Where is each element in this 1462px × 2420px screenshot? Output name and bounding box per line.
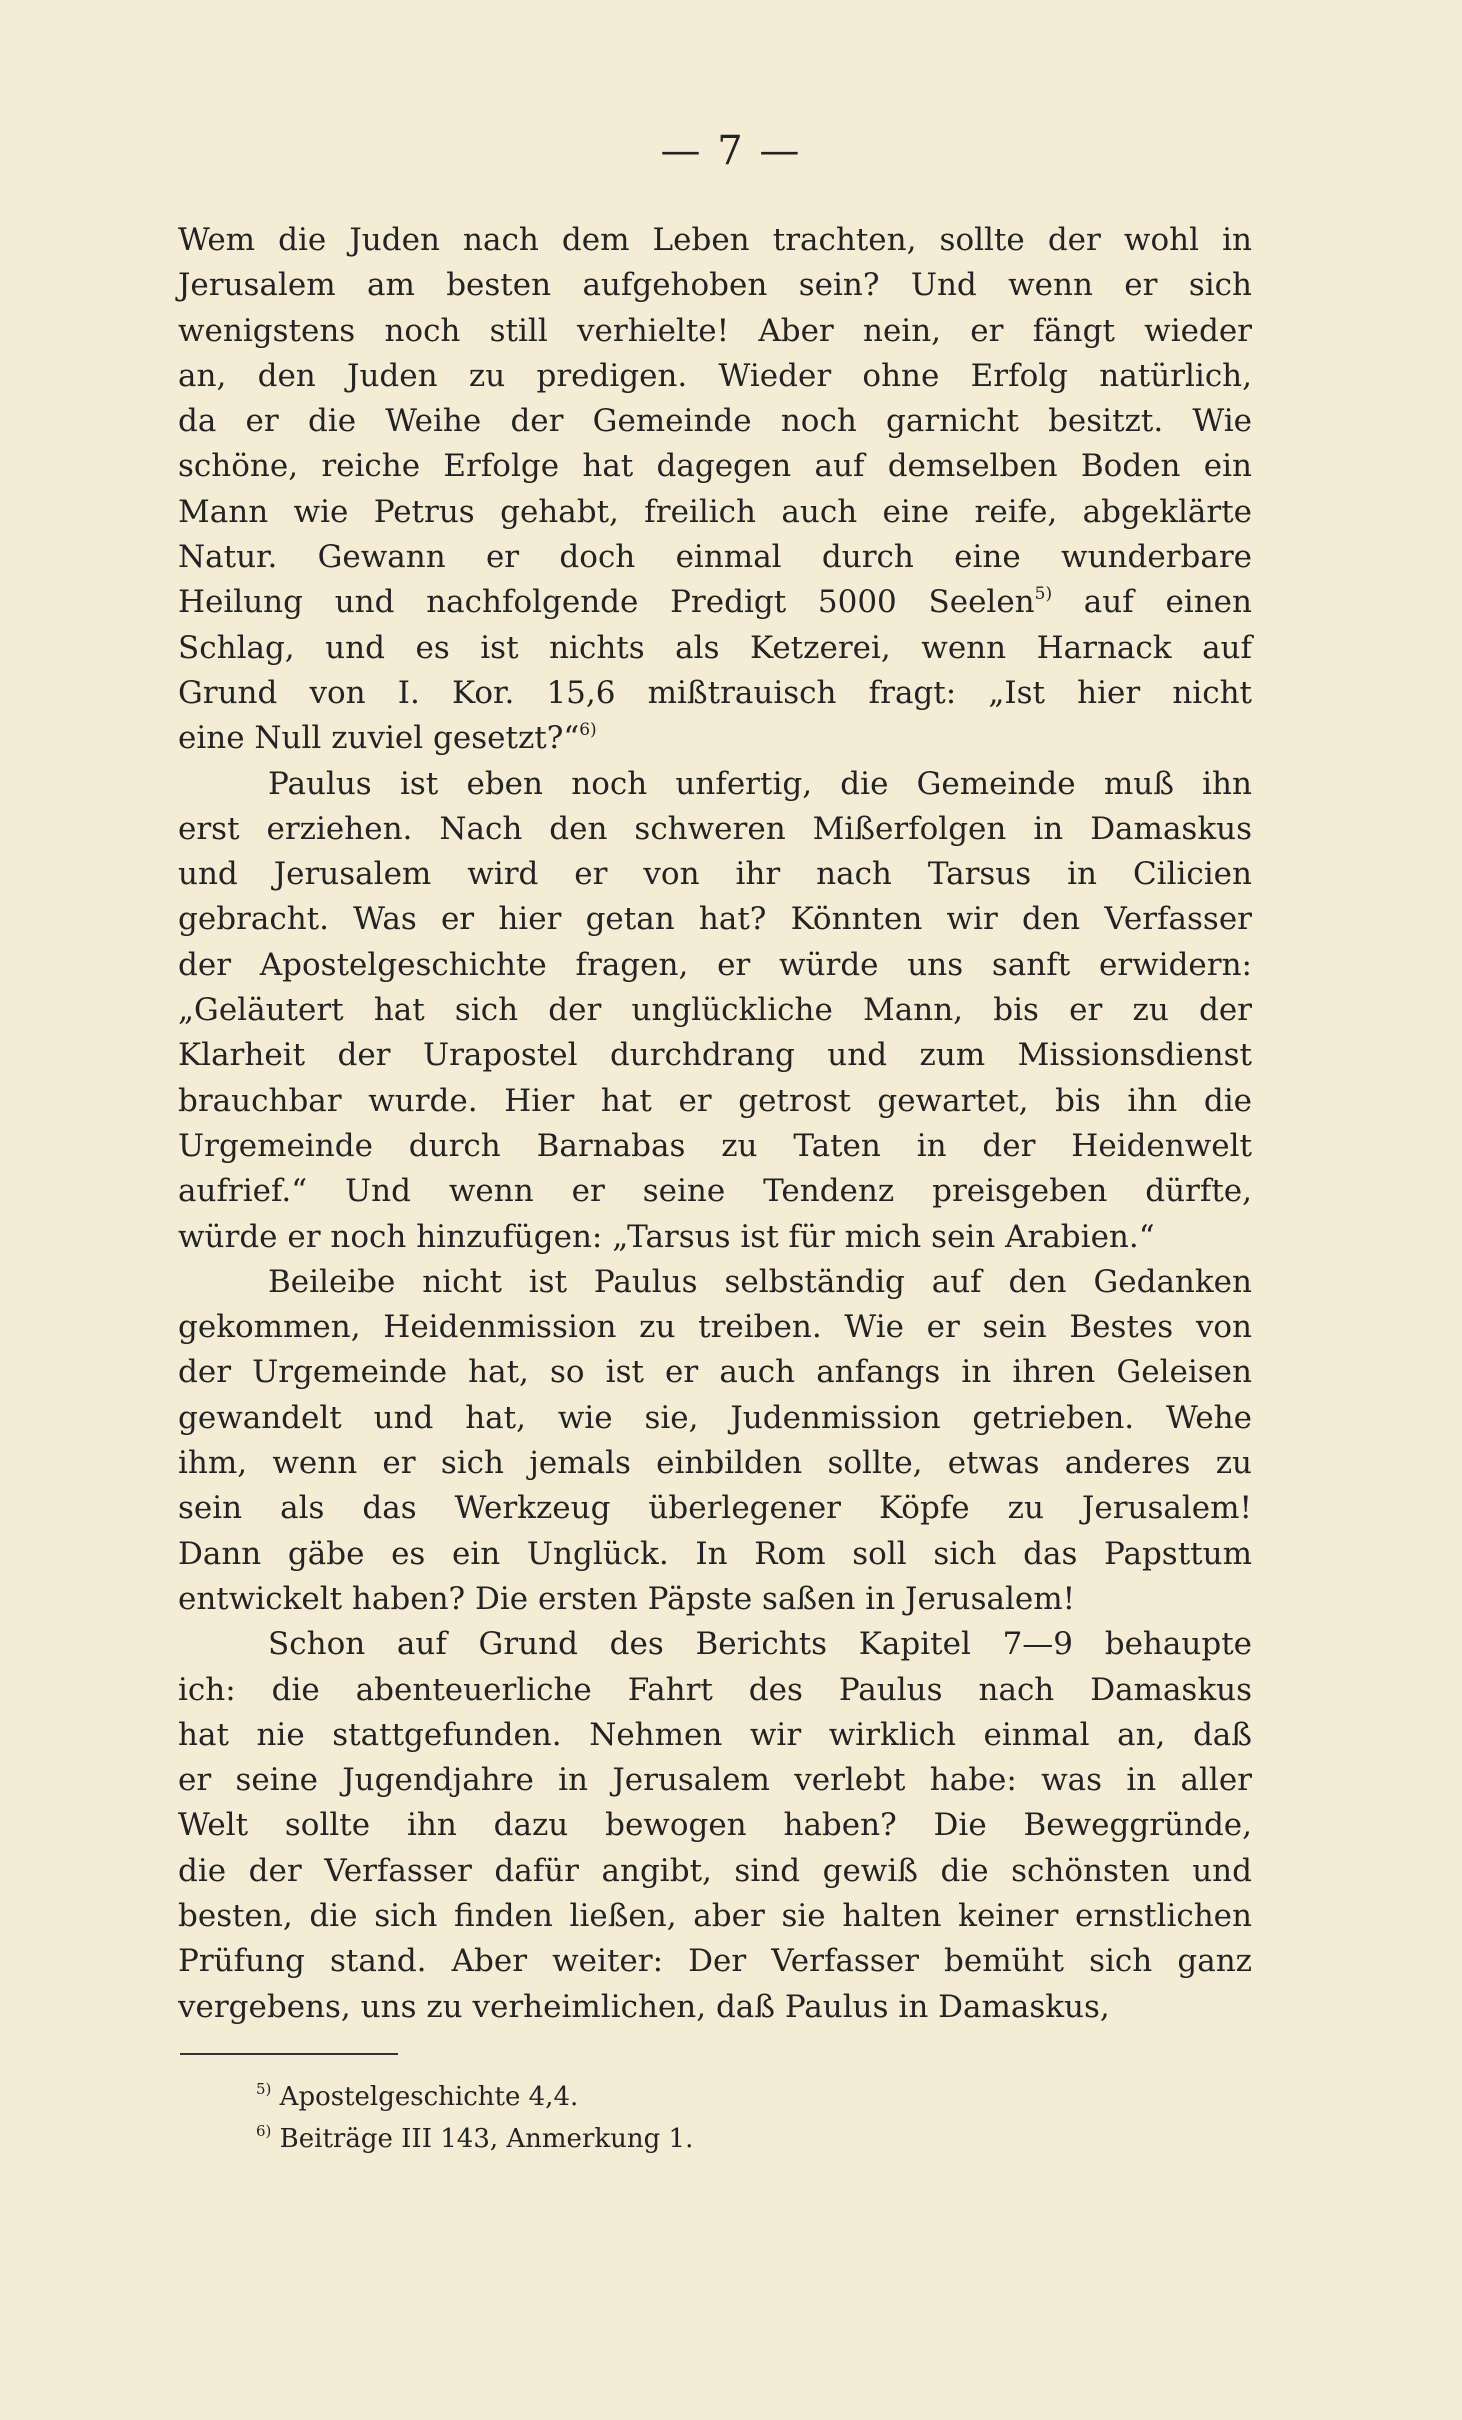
text-line <box>178 1668 1252 1713</box>
line-text: entwickelt haben? Die ersten Päpste saßen in Jerusalem! <box>178 1580 1076 1617</box>
page-number: — 7 — <box>660 128 802 174</box>
text-line <box>178 309 1252 354</box>
text-line <box>178 807 1252 852</box>
line-text: da er die Weihe der Gemeinde noch garnicht besitzt. Wie <box>178 403 1252 440</box>
line-text: Jerusalem am besten aufgehoben sein? Und wenn er sich <box>178 267 1252 304</box>
text-line <box>178 1441 1252 1486</box>
line-text: „Geläutert hat sich der unglückliche Mann, bis er zu der <box>178 992 1252 1029</box>
footnote-reference: 6) <box>579 720 597 741</box>
text-line <box>178 1169 1252 1214</box>
line-text: besten, die sich finden ließen, aber sie halten keiner ernstlichen <box>178 1897 1252 1934</box>
text-line <box>178 1033 1252 1078</box>
text-line <box>178 399 1252 444</box>
line-text: eine Null zuviel gesetzt?“ <box>178 720 580 757</box>
text-line <box>178 1079 1252 1124</box>
line-text: Klarheit der Urapostel durchdrang und zum Missionsdienst <box>178 1037 1252 1074</box>
line-text: aufrief.“ Und wenn er seine Tendenz preisgeben dürfte, <box>178 1173 1252 1210</box>
line-text: ich: die abenteuerliche Fahrt des Paulus nach Damaskus <box>178 1671 1252 1708</box>
line-text: Natur. Gewann er doch einmal durch eine wunderbare <box>178 539 1252 576</box>
text-line <box>178 897 1252 942</box>
line-text: Prüfung stand. Aber weiter: Der Verfasser bemüht sich ganz <box>178 1943 1252 1980</box>
line-text: ihm, wenn er sich jemals einbilden sollte, etwas anderes zu <box>178 1445 1252 1482</box>
text-line <box>178 580 1252 625</box>
text-line <box>178 1532 1252 1577</box>
paragraph <box>178 762 1252 1260</box>
line-text: brauchbar wurde. Hier hat er getrost gewartet, bis ihn die <box>178 1082 1252 1119</box>
line-text: Schlag, und es ist nichts als Ketzerei, wenn Harnack auf <box>178 629 1252 666</box>
line-text: der Urgemeinde hat, so ist er auch anfangs in ihren Geleisen <box>178 1354 1252 1391</box>
body-text <box>178 218 1252 2030</box>
text-line <box>178 626 1252 671</box>
line-text: würde er noch hinzufügen: „Tarsus ist für mich sein Arabien.“ <box>178 1218 1155 1255</box>
footnote-text: Beiträge III 143, Anmerkung 1. <box>279 2124 694 2154</box>
text-line <box>178 716 1252 761</box>
text-line <box>178 1577 1252 1622</box>
line-text: Mann wie Petrus gehabt, freilich auch eine reife, abgeklärte <box>178 493 1252 530</box>
line-text: und Jerusalem wird er von ihr nach Tarsus in Cilicien <box>178 856 1252 893</box>
line-text: gebracht. Was er hier getan hat? Könnten wir den Verfasser <box>178 901 1252 938</box>
footnote <box>256 2118 693 2160</box>
line-text: vergebens, uns zu verheimlichen, daß Paulus in Damaskus, <box>178 1988 1110 2025</box>
line-text-continued: auf einen <box>1052 584 1252 621</box>
text-line <box>178 988 1252 1033</box>
text-line <box>178 1215 1252 1260</box>
line-text: an, den Juden zu predigen. Wieder ohne Erfolg natürlich, <box>178 357 1252 394</box>
text-line <box>178 943 1252 988</box>
line-text: Welt sollte ihn dazu bewogen haben? Die Beweggründe, <box>178 1807 1252 1844</box>
text-line <box>178 263 1252 308</box>
text-line <box>178 490 1252 535</box>
footnote-mark: 6) <box>256 2122 272 2140</box>
text-line <box>178 671 1252 716</box>
line-text: erst erziehen. Nach den schweren Mißerfolgen in Damaskus <box>178 810 1252 847</box>
line-text: Dann gäbe es ein Unglück. In Rom soll sich das Papsttum <box>178 1535 1252 1572</box>
footnote-divider <box>180 2053 398 2055</box>
text-line <box>178 1260 1252 1305</box>
text-line <box>178 1124 1252 1169</box>
line-text: Wem die Juden nach dem Leben trachten, sollte der wohl in <box>178 222 1252 258</box>
line-text: schöne, reiche Erfolge hat dagegen auf demselben Boden ein <box>178 448 1252 485</box>
footnote-text: Apostelgeschichte 4,4. <box>279 2082 579 2112</box>
text-line <box>178 354 1252 399</box>
line-text: wenigstens noch still verhielte! Aber nein, er fängt wieder <box>178 312 1252 349</box>
paragraph <box>178 1260 1252 1622</box>
text-line <box>178 1305 1252 1350</box>
text-line <box>178 1622 1252 1667</box>
footnote-mark: 5) <box>256 2080 272 2098</box>
text-line <box>178 1985 1252 2030</box>
text-line <box>178 1350 1252 1395</box>
line-text: hat nie stattgefunden. Nehmen wir wirklich einmal an, daß <box>178 1716 1252 1753</box>
paragraph <box>178 218 1252 762</box>
text-line <box>178 1803 1252 1848</box>
line-text: gekommen, Heidenmission zu treiben. Wie er sein Bestes von <box>178 1309 1252 1346</box>
line-text: Grund von I. Kor. 15,6 mißtrauisch fragt: „Ist hier nicht <box>178 674 1252 711</box>
text-line <box>178 1849 1252 1894</box>
text-line <box>178 444 1252 489</box>
line-text: Heilung und nachfolgende Predigt 5000 Seelen <box>178 584 1035 621</box>
footnote <box>256 2076 693 2118</box>
text-line <box>178 1758 1252 1803</box>
line-text: gewandelt und hat, wie sie, Judenmission getrieben. Wehe <box>178 1399 1252 1436</box>
text-line <box>178 1894 1252 1939</box>
line-text: Paulus ist eben noch unfertig, die Gemeinde muß ihn <box>268 765 1252 802</box>
line-text: die der Verfasser dafür angibt, sind gewiß die schönsten und <box>178 1852 1252 1889</box>
text-line <box>178 218 1252 263</box>
footnotes <box>256 2076 693 2160</box>
text-line <box>178 535 1252 580</box>
line-text: Schon auf Grund des Berichts Kapitel 7—9 behaupte <box>268 1626 1252 1663</box>
text-line <box>178 852 1252 897</box>
line-text: er seine Jugendjahre in Jerusalem verlebt habe: was in aller <box>178 1762 1252 1799</box>
paragraph <box>178 1622 1252 2030</box>
line-text: der Apostelgeschichte fragen, er würde uns sanft erwidern: <box>178 946 1252 983</box>
text-line <box>178 1939 1252 1984</box>
text-line <box>178 1396 1252 1441</box>
line-text: Beileibe nicht ist Paulus selbständig auf den Gedanken <box>268 1263 1252 1300</box>
line-text: Urgemeinde durch Barnabas zu Taten in der Heidenwelt <box>178 1127 1252 1164</box>
line-text: sein als das Werkzeug überlegener Köpfe zu Jerusalem! <box>178 1490 1252 1527</box>
footnote-reference: 5) <box>1034 584 1053 605</box>
text-line <box>178 762 1252 807</box>
text-line <box>178 1713 1252 1758</box>
text-line <box>178 1486 1252 1531</box>
